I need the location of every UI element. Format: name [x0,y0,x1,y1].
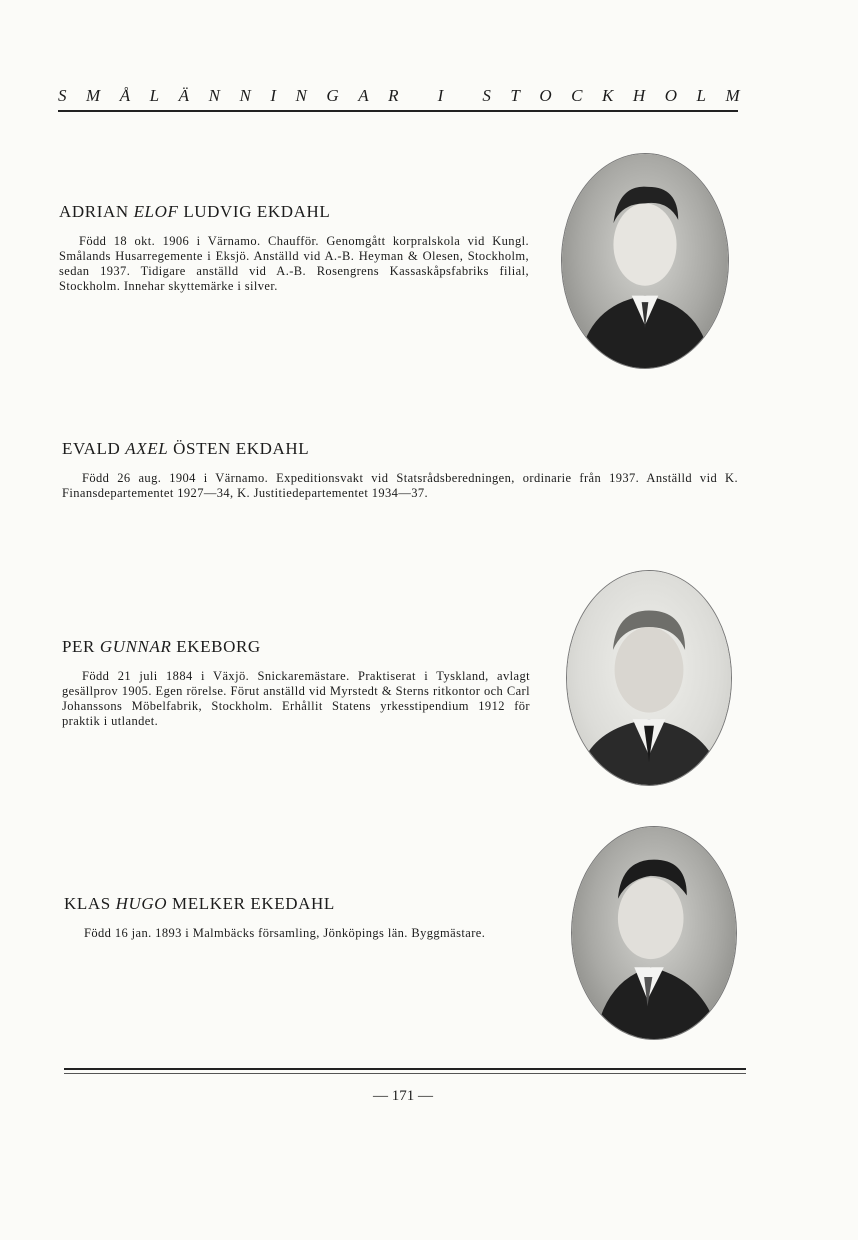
entry-adrian-ekdahl [59,202,529,294]
name-part: MELKER EKEDAHL [167,894,335,913]
name-italic: ELOF [133,202,179,221]
running-head-letter: O [539,86,552,105]
name-part: PER [62,637,100,656]
entry-name [64,894,530,914]
entry-bio: Född 18 okt. 1906 i Värnamo. Chaufför. Genomgått korpralskola vid Kungl. Smålands Husarregemente i Eksjö. Anställd vid A.-B. Heyman & Olesen, Stockholm, sedan 1937. Tidigare anställd vid A.-B. Rosengrens Kassaskåpsfabriks filial, Stockholm. Innehar skyttemärke i silver. [59,234,529,293]
running-head-letter: T [510,86,520,105]
portrait-photo [567,571,731,785]
header-rule [58,110,738,112]
entry-evald-ekdahl [62,439,738,501]
name-italic: HUGO [115,894,168,913]
running-head-letter: M [86,86,101,105]
running-head-letter: Å [119,86,131,105]
name-part: KLAS [64,894,116,913]
entry-per-ekeborg [62,637,530,729]
entry-klas-ekedahl [64,894,530,941]
name-italic: GUNNAR [99,637,172,656]
running-head-letter: I [270,86,276,105]
footer-rule-thin [64,1073,746,1074]
name-part: LUDVIG EKDAHL [178,202,331,221]
running-head-letter: S [482,86,491,105]
name-part: EKEBORG [171,637,261,656]
entry-bio: Född 16 jan. 1893 i Malmbäcks församling, Jönköpings län. Byggmästare. [84,926,486,940]
name-part: ÖSTEN EKDAHL [168,439,310,458]
name-part: EVALD [62,439,126,458]
running-head-letter: S [58,86,67,105]
page-number: — 171 — [373,1088,433,1104]
running-head-letter: Ä [178,86,190,105]
running-head-letter: C [571,86,583,105]
footer-rule [64,1068,746,1070]
entry-bio: Född 26 aug. 1904 i Värnamo. Expeditionsvakt vid Statsrådsberedningen, ordinarie från 1937. Anställd vid K. Finansdepartementet 1927—34, K. Justitiedepartementet 1934—37. [62,471,738,500]
running-head-letter: I [437,86,444,105]
running-head-letter: N [295,86,307,105]
entry-name [62,439,738,459]
portrait-photo [572,827,736,1039]
running-head [58,86,740,106]
name-part: ADRIAN [59,202,134,221]
running-head-letter: G [326,86,339,105]
running-head-letter: R [388,86,399,105]
running-head-letter: L [149,86,160,105]
running-head-letter: K [602,86,614,105]
name-italic: AXEL [125,439,169,458]
entry-name [62,637,530,657]
running-head-letter: N [239,86,251,105]
running-head-letter: M [725,86,740,105]
entry-bio: Född 21 juli 1884 i Växjö. Snickaremästare. Praktiserat i Tyskland, avlagt gesällprov 1905. Egen rörelse. Förut anställd vid Myrstedt & Sterns ritkontor och Carl Johanssons Möbelfabrik, Stockholm. Erhållit Statens yrkesstipendium 1912 för praktik i utlandet. [62,669,530,728]
running-head-letter: H [632,86,646,105]
entry-name [59,202,529,222]
running-head-letter: A [358,86,369,105]
running-head-letter: O [664,86,678,105]
portrait-photo [562,154,728,368]
running-head-letter: L [696,86,707,105]
running-head-letter: N [208,86,220,105]
